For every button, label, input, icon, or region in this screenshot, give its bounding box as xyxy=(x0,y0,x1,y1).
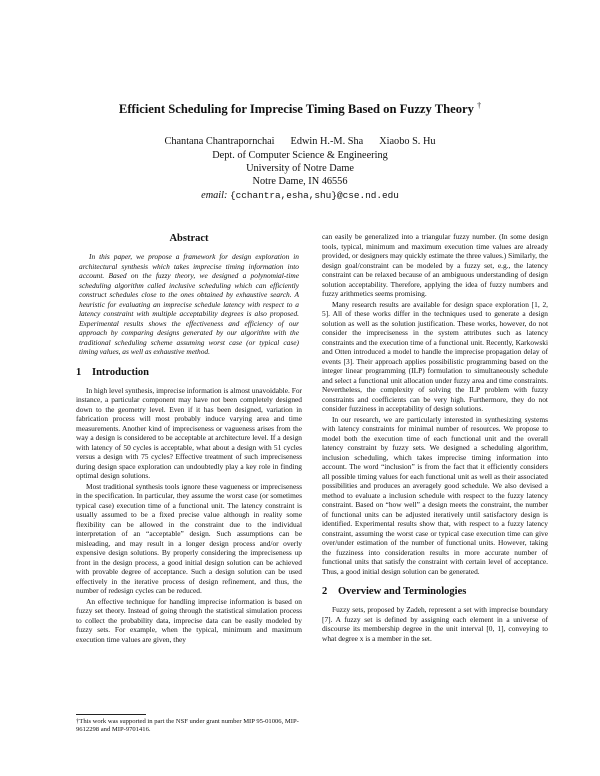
paragraph: In high level synthesis, imprecise information is almost unavoidable. For instance, a particular component may have not been completely designed down to the geometry level. Even if it has been designed, variation in fabrication process will most probably induce varying area and time measurements. Another kind of impreciseness or vagueness arises from the way a design is considered to be acceptable at architecture level. If a design with latency of 50 cycles is acceptable, what about a design with 51 cycles versus a design with 75 cycles? Effective treatment of such impreciseness during design space exploration can undoubtedly play a key role in finding optimal design solutions. xyxy=(76,385,302,480)
paragraph-continuation: can easily be generalized into a triangular fuzzy number. (In some design tools, typical, minimum and maximum execution time values are already provided, or designers may quickly estimate the three values.) Similarly, the design goal/constraint can be modeled by a fuzzy set, e.g., the latency constraint can be relaxed because of an ambiguous understanding of design solution acceptability. Therefore, applying the idea of fuzzy numbers and fuzzy arithmetics seems promising. xyxy=(322,232,548,298)
paragraph: Most traditional synthesis tools ignore these vagueness or impreciseness in the specification. In particular, they assume the worst case (or sometimes typical case) execution time of a functional unit. The latency constraint is usually assumed to be a fixed precise value although in reality some flexibility can be allowed in the constraint due to the individual interpretation of an “acceptable” design. Such assumptions can be misleading, and may result in a longer design process and/or overly expensive design solutions. By properly considering the impreciseness up front in the design process, a good initial design solution can be achieved with provable degree of acceptance. Such a design solution can be used effectively in the iterative process of design refinement, and thus, the number of redesign cycles can be reduced. xyxy=(76,481,302,595)
author-name: Edwin H.-M. Sha xyxy=(290,136,364,147)
section-1-heading xyxy=(76,366,302,379)
paper-title xyxy=(60,98,540,117)
footnote-text: †This work was supported in part the NSF under grant number MIP 95-01006, MIP-9612298 and MIP-9701416. xyxy=(76,718,299,734)
author-name: Chantana Chantrapornchai xyxy=(164,136,275,147)
title-text: Efficient Scheduling for Imprecise Timing Based on Fuzzy Theory xyxy=(118,102,474,117)
abstract-heading: Abstract xyxy=(169,233,209,244)
paragraph: Fuzzy sets, proposed by Zadeh, represent a set with imprecise boundary [7]. A fuzzy set is defined by assigning each element in a universe of discourse its membership degree in the unit interval [0, 1], conveying to what degree x is a member in the set. xyxy=(322,605,548,643)
affiliation-address: Notre Dame, IN 46556 xyxy=(252,176,348,187)
section-number: 1 xyxy=(76,366,82,378)
title-footnote-mark: † xyxy=(477,101,482,110)
footnote-rule xyxy=(76,714,146,715)
abstract-text: In this paper, we propose a framework for design exploration in architectural synthesis which takes imprecise timing information into account. Based on the fuzzy theory, we designed a polynomial-time scheduling algorithm called inclusive scheduling which can efficiently construct schedules close to the ones obtained by exhaustive search. A heuristic for evaluating an imprecise schedule latency with respect to a latency constraint with multiple acceptability degrees is also proposed. Experimental results shows the effectiveness and efficiency of our approach by comparing designs generated by our algorithm with the traditional scheduling scheme assuming worst case (or typical case) timing values, as well as exhaustive method. xyxy=(79,252,299,356)
email-label: email: xyxy=(201,190,228,201)
paragraph: In our research, we are particularly interested in synthesizing systems with latency constraints for minimal number of resources. We propose to model both the execution time of each functional unit and the overall latency constraint by fuzzy sets. We designed a scheduling algorithm, inclusion scheduling, which takes imprecise timing information into account. The word “inclusion” is from the fact that it efficiently considers all possible timing values for each functional unit as well as their associated possibilities and produces an averagely good schedule. We also devised a method to evaluate a inclusion schedule with respect to the fuzzy latency constraint. Based on “how well” a design meets the constraint, the number of functional units can be adjusted iteratively until satisfactory design is identified. Experimental results show that, with respect to a fuzzy latency constraint, assuming the worst case or typical case execution time can give over/under estimation of the number of functional units. However, taking the fuzziness into consideration results in more accurate number of functional units that satisfy the constraint with certain level of acceptance. Thus, a good initial design solution can be generated. xyxy=(322,414,548,576)
author-list xyxy=(60,135,540,149)
footnote xyxy=(76,714,302,734)
email-address: {cchantra,esha,shu}@cse.nd.edu xyxy=(230,190,399,201)
right-column xyxy=(322,232,548,644)
paragraph: An effective technique for handling imprecise information is based on fuzzy set theory. Instead of going through the statistical simulation process to collect the probability data, imprecise data can be easily modeled by fuzzy sets. For example, when the typical, minimum and maximum execution time values are given, they xyxy=(76,596,302,644)
author-name: Xiaobo S. Hu xyxy=(379,136,436,147)
paragraph: Many research results are available for design space exploration [1, 2, 5]. All of these works differ in the techniques used to generate a design solution as well as the solution justification. These works, however, do not consider the impreciseness in the system attributes such as latency constraints and the execution time of a functional unit. Recently, Karkowski and Otten introduced a model to handle the imprecise propagation delay of events [3]. Their approach applies possibilistic programming based on the integer linear programming (ILP) formulation to simultaneously schedule and select a functional unit allocation under fuzzy area and time constraints. Nevertheless, the complexity of solving the ILP problem with fuzzy constraints and coefficients can be very high. Furthermore, they do not consider fuzziness in acceptability of design solutions. xyxy=(322,299,548,413)
affiliation-university: University of Notre Dame xyxy=(246,163,354,174)
email-line xyxy=(60,189,540,203)
left-column xyxy=(76,232,302,645)
affiliation-dept: Dept. of Computer Science & Engineering xyxy=(212,150,388,161)
section-title: Overview and Terminologies xyxy=(338,586,467,597)
section-title: Introduction xyxy=(92,366,149,378)
section-2-heading xyxy=(322,585,548,598)
section-number: 2 xyxy=(322,586,328,597)
